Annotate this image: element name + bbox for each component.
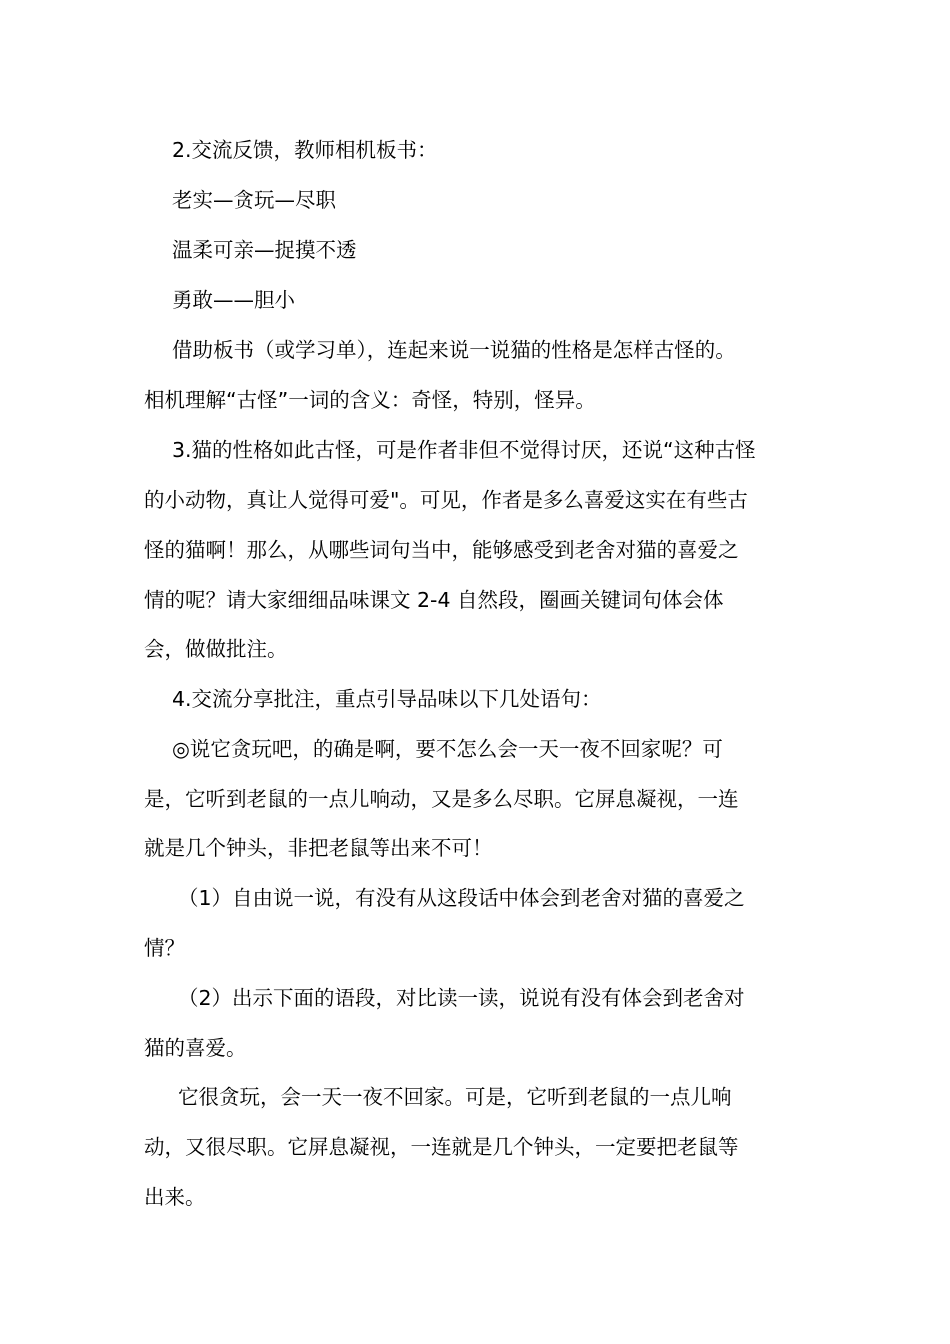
- paragraph-line: 会，做做批注。: [144, 637, 288, 661]
- paragraph-line: 情？: [144, 936, 185, 960]
- paragraph-line: 3.猫的性格如此古怪，可是作者非但不觉得讨厌，还说“这种古怪: [172, 438, 756, 462]
- paragraph-line: 它很贪玩，会一天一夜不回家。可是，它听到老鼠的一点儿响: [178, 1085, 732, 1109]
- paragraph-line: 2.交流反馈，教师相机板书：: [172, 138, 438, 162]
- paragraph-line: 情的呢？请大家细细品味课文 2-4 自然段，圈画关键词句体会体: [144, 588, 724, 612]
- paragraph-line: 4.交流分享批注，重点引导品味以下几处语句：: [172, 687, 602, 711]
- paragraph-line: 就是几个钟头，非把老鼠等出来不可！: [144, 836, 493, 860]
- paragraph-line: 勇敢——胆小: [172, 288, 295, 312]
- paragraph-line: 动，又很尽职。它屏息凝视，一连就是几个钟头，一定要把老鼠等: [144, 1135, 739, 1159]
- paragraph-line: （2）出示下面的语段，对比读一读，说说有没有体会到老舍对: [178, 986, 745, 1010]
- paragraph-line: 出来。: [144, 1185, 206, 1209]
- paragraph-line: 借助板书（或学习单），连起来说一说猫的性格是怎样古怪的。: [172, 338, 736, 362]
- paragraph-line: 的小动物，真让人觉得可爱"。可见，作者是多么喜爱这实在有些古: [144, 488, 748, 512]
- paragraph-line: 猫的喜爱。: [144, 1036, 247, 1060]
- paragraph-line: 老实—贪玩—尽职: [172, 188, 336, 212]
- paragraph-line: 是，它听到老鼠的一点儿响动，又是多么尽职。它屏息凝视，一连: [144, 787, 739, 811]
- paragraph-line: 温柔可亲—捉摸不透: [172, 238, 357, 262]
- paragraph-line: 相机理解“古怪”一词的含义：奇怪，特别，怪异。: [144, 388, 596, 412]
- paragraph-line: ◎说它贪玩吧，的确是啊，要不怎么会一天一夜不回家呢？可: [172, 737, 723, 761]
- paragraph-line: （1）自由说一说，有没有从这段话中体会到老舍对猫的喜爱之: [178, 886, 745, 910]
- paragraph-line: 怪的猫啊！那么，从哪些词句当中，能够感受到老舍对猫的喜爱之: [144, 538, 739, 562]
